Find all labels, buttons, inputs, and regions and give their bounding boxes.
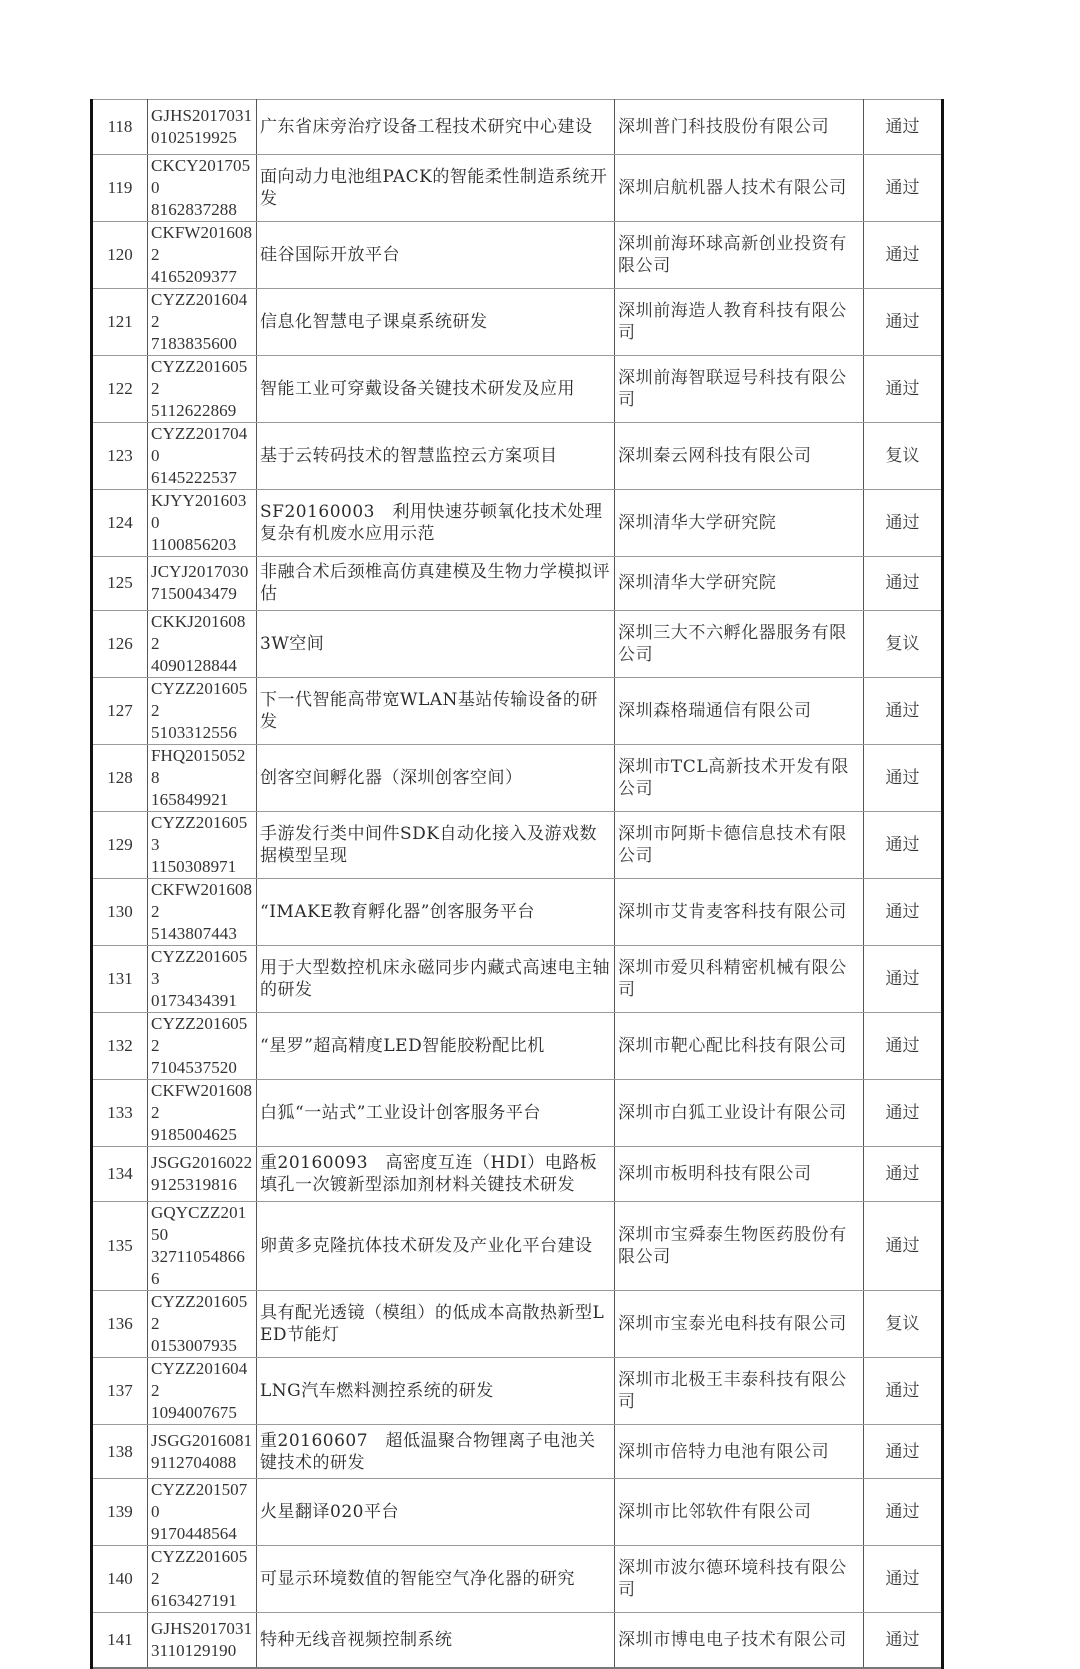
project-code-line: GQYCZZ20150 — [151, 1202, 247, 1244]
project-code — [148, 812, 257, 879]
review-result: 复议 — [864, 611, 943, 678]
row-number: 131 — [92, 946, 148, 1013]
project-code-line: GJHS2017031 — [151, 105, 253, 125]
project-code — [148, 1290, 257, 1357]
row-number: 121 — [92, 288, 148, 355]
table-row — [92, 946, 943, 1013]
project-code-line: CYZZ2016042 — [151, 1358, 248, 1400]
company-name: 深圳前海造人教育科技有限公司 — [615, 288, 864, 355]
table-row — [92, 879, 943, 946]
table-row — [92, 355, 943, 422]
project-code-line: 165849921 — [151, 790, 229, 810]
company-name: 深圳市艾肯麦客科技有限公司 — [615, 879, 864, 946]
table-row — [92, 678, 943, 745]
project-name: 非融合术后颈椎高仿真建模及生物力学模拟评估 — [257, 556, 615, 611]
company-name: 深圳启航机器人技术有限公司 — [615, 154, 864, 221]
project-code — [148, 1613, 257, 1668]
row-number: 118 — [92, 100, 148, 155]
review-result: 通过 — [864, 154, 943, 221]
project-code-line: CYZZ2017040 — [151, 423, 248, 465]
project-code-line: 0102519925 — [151, 127, 237, 147]
row-number: 125 — [92, 556, 148, 611]
project-name: LNG汽车燃料测控系统的研发 — [257, 1357, 615, 1424]
project-code-line: CYZZ2016052 — [151, 1547, 248, 1589]
review-result: 通过 — [864, 1201, 943, 1290]
row-number: 119 — [92, 154, 148, 221]
project-code-line: 7183835600 — [151, 333, 237, 353]
row-number: 124 — [92, 489, 148, 556]
project-code-line: 6163427191 — [151, 1591, 237, 1611]
review-result: 复议 — [864, 1290, 943, 1357]
table-row — [92, 154, 943, 221]
project-code — [148, 745, 257, 812]
table-row — [92, 288, 943, 355]
review-result: 通过 — [864, 221, 943, 288]
table-row — [92, 1613, 943, 1668]
project-code — [148, 355, 257, 422]
review-result: 通过 — [864, 489, 943, 556]
project-code-line: 1150308971 — [151, 857, 237, 877]
table-row — [92, 1424, 943, 1479]
review-result: 通过 — [864, 1080, 943, 1147]
company-name: 深圳前海环球高新创业投资有限公司 — [615, 221, 864, 288]
project-code-line: CYZZ2016052 — [151, 1014, 248, 1056]
review-result: 通过 — [864, 678, 943, 745]
row-number: 139 — [92, 1479, 148, 1546]
project-code — [148, 1424, 257, 1479]
review-result: 通过 — [864, 1613, 943, 1668]
company-name: 深圳市板明科技有限公司 — [615, 1147, 864, 1202]
project-name: 手游发行类中间件SDK自动化接入及游戏数据模型呈现 — [257, 812, 615, 879]
row-number: 127 — [92, 678, 148, 745]
review-result: 通过 — [864, 745, 943, 812]
company-name: 深圳市博电电子技术有限公司 — [615, 1613, 864, 1668]
table-row — [92, 812, 943, 879]
project-code-line: 9112704088 — [151, 1452, 237, 1472]
project-code-line: CYZZ2015070 — [151, 1480, 248, 1522]
table-body — [92, 100, 943, 1668]
table-row — [92, 422, 943, 489]
row-number: 129 — [92, 812, 148, 879]
project-code-line: 1100856203 — [151, 534, 237, 554]
row-number: 133 — [92, 1080, 148, 1147]
project-code-line: CYZZ2016052 — [151, 1291, 248, 1333]
project-code-line: 5112622869 — [151, 400, 237, 420]
row-number: 134 — [92, 1147, 148, 1202]
row-number: 135 — [92, 1201, 148, 1290]
project-code-line: KJYY2016030 — [151, 490, 247, 532]
row-number: 128 — [92, 745, 148, 812]
company-name: 深圳市白狐工业设计有限公司 — [615, 1080, 864, 1147]
project-code-line: CKCY2017050 — [151, 155, 251, 197]
project-code-line: 0153007935 — [151, 1335, 237, 1355]
project-name: SF20160003 利用快速芬顿氧化技术处理复杂有机废水应用示范 — [257, 489, 615, 556]
project-code-line: 7104537520 — [151, 1058, 237, 1078]
row-number: 136 — [92, 1290, 148, 1357]
project-code-line: CYZZ2016052 — [151, 679, 248, 721]
review-result: 通过 — [864, 946, 943, 1013]
row-number: 141 — [92, 1613, 148, 1668]
review-result: 通过 — [864, 1424, 943, 1479]
project-name: 重20160607 超低温聚合物锂离子电池关键技术的研发 — [257, 1424, 615, 1479]
project-name: 广东省床旁治疗设备工程技术研究中心建设 — [257, 100, 615, 155]
row-number: 130 — [92, 879, 148, 946]
project-code-line: CKFW2016082 — [151, 1081, 253, 1123]
project-code-line: 32711054866 — [151, 1246, 245, 1266]
review-result: 通过 — [864, 288, 943, 355]
project-code-line: 5143807443 — [151, 924, 237, 944]
project-code — [148, 1013, 257, 1080]
company-name: 深圳市宝泰光电科技有限公司 — [615, 1290, 864, 1357]
row-number: 123 — [92, 422, 148, 489]
project-code — [148, 556, 257, 611]
project-code — [148, 611, 257, 678]
project-code — [148, 1546, 257, 1613]
project-code-line: CKFW2016082 — [151, 222, 253, 264]
row-number: 140 — [92, 1546, 148, 1613]
project-name: 具有配光透镜（模组）的低成本高散热新型LED节能灯 — [257, 1290, 615, 1357]
project-name: 白狐“一站式”工业设计创客服务平台 — [257, 1080, 615, 1147]
company-name: 深圳市TCL高新技术开发有限公司 — [615, 745, 864, 812]
project-code-line: 1094007675 — [151, 1402, 237, 1422]
company-name: 深圳市北极王丰泰科技有限公司 — [615, 1357, 864, 1424]
company-name: 深圳市靶心配比科技有限公司 — [615, 1013, 864, 1080]
row-number: 120 — [92, 221, 148, 288]
row-number: 132 — [92, 1013, 148, 1080]
project-code-line: CYZZ2016053 — [151, 813, 248, 855]
table-row — [92, 1013, 943, 1080]
project-code-line: CYZZ2016042 — [151, 289, 248, 331]
table-row — [92, 1546, 943, 1613]
review-result: 通过 — [864, 1147, 943, 1202]
review-result: 通过 — [864, 355, 943, 422]
review-result: 通过 — [864, 1013, 943, 1080]
company-name: 深圳清华大学研究院 — [615, 556, 864, 611]
company-name: 深圳市宝舜泰生物医药股份有限公司 — [615, 1201, 864, 1290]
table-row — [92, 745, 943, 812]
project-code — [148, 422, 257, 489]
company-name: 深圳清华大学研究院 — [615, 489, 864, 556]
review-result: 通过 — [864, 879, 943, 946]
project-code-line: 8162837288 — [151, 199, 237, 219]
project-code-line: JSGG2016081 — [151, 1430, 253, 1450]
table-row — [92, 1357, 943, 1424]
project-name: 卵黄多克隆抗体技术研发及产业化平台建设 — [257, 1201, 615, 1290]
project-code — [148, 1147, 257, 1202]
project-code-line: CYZZ2016052 — [151, 356, 248, 398]
project-name: 硅谷国际开放平台 — [257, 221, 615, 288]
row-number: 122 — [92, 355, 148, 422]
company-name: 深圳市阿斯卡德信息技术有限公司 — [615, 812, 864, 879]
table-row — [92, 1080, 943, 1147]
project-code-line: 4165209377 — [151, 266, 237, 286]
project-code-line: 7150043479 — [151, 584, 237, 604]
table-row — [92, 1290, 943, 1357]
table-row — [92, 100, 943, 155]
table-row — [92, 221, 943, 288]
project-review-table — [90, 99, 944, 1669]
company-name: 深圳市波尔德环境科技有限公司 — [615, 1546, 864, 1613]
table-row — [92, 556, 943, 611]
project-code-line: CYZZ2016053 — [151, 947, 248, 989]
project-name: “IMAKE教育孵化器”创客服务平台 — [257, 879, 615, 946]
project-code-line: 0173434391 — [151, 991, 237, 1011]
company-name: 深圳市比邻软件有限公司 — [615, 1479, 864, 1546]
company-name: 深圳秦云网科技有限公司 — [615, 422, 864, 489]
company-name: 深圳前海智联逗号科技有限公司 — [615, 355, 864, 422]
project-code — [148, 489, 257, 556]
project-code-line: 5103312556 — [151, 723, 237, 743]
project-code-line: 9170448564 — [151, 1524, 237, 1544]
project-code-line: CKKJ2016082 — [151, 612, 246, 654]
project-name: 基于云转码技术的智慧监控云方案项目 — [257, 422, 615, 489]
project-name: 面向动力电池组PACK的智能柔性制造系统开发 — [257, 154, 615, 221]
review-result: 复议 — [864, 422, 943, 489]
company-name: 深圳市倍特力电池有限公司 — [615, 1424, 864, 1479]
project-code — [148, 1479, 257, 1546]
company-name: 深圳三大不六孵化器服务有限公司 — [615, 611, 864, 678]
project-code — [148, 1080, 257, 1147]
project-code — [148, 288, 257, 355]
project-name: 智能工业可穿戴设备关键技术研发及应用 — [257, 355, 615, 422]
table-row — [92, 489, 943, 556]
row-number: 126 — [92, 611, 148, 678]
project-code — [148, 154, 257, 221]
project-name: 创客空间孵化器（深圳创客空间） — [257, 745, 615, 812]
project-name: 可显示环境数值的智能空气净化器的研究 — [257, 1546, 615, 1613]
project-code-line: CKFW2016082 — [151, 880, 253, 922]
row-number: 138 — [92, 1424, 148, 1479]
project-code-line: JCYJ2017030 — [151, 562, 249, 582]
project-code-line: FHQ20150528 — [151, 746, 246, 788]
project-code — [148, 879, 257, 946]
review-result: 通过 — [864, 812, 943, 879]
table-row — [92, 1147, 943, 1202]
project-name: 重20160093 高密度互连（HDI）电路板填孔一次镀新型添加剂材料关键技术研发 — [257, 1147, 615, 1202]
project-code-line: GJHS2017031 — [151, 1619, 253, 1639]
company-name: 深圳普门科技股份有限公司 — [615, 100, 864, 155]
project-code — [148, 1201, 257, 1290]
row-number: 137 — [92, 1357, 148, 1424]
project-code-line: 3110129190 — [151, 1641, 237, 1661]
review-result: 通过 — [864, 100, 943, 155]
review-result: 通过 — [864, 1357, 943, 1424]
project-code — [148, 1357, 257, 1424]
review-result: 通过 — [864, 556, 943, 611]
project-code-line: 9185004625 — [151, 1125, 237, 1145]
company-name: 深圳森格瑞通信有限公司 — [615, 678, 864, 745]
project-code — [148, 946, 257, 1013]
project-name: 用于大型数控机床永磁同步内藏式高速电主轴的研发 — [257, 946, 615, 1013]
table-row — [92, 611, 943, 678]
project-code-line: JSGG2016022 — [151, 1152, 253, 1172]
project-code — [148, 678, 257, 745]
review-result: 通过 — [864, 1479, 943, 1546]
table-row — [92, 1201, 943, 1290]
project-code — [148, 221, 257, 288]
project-code-line: 6145222537 — [151, 467, 237, 487]
project-code-line: 9125319816 — [151, 1174, 237, 1194]
review-result: 通过 — [864, 1546, 943, 1613]
company-name: 深圳市爱贝科精密机械有限公司 — [615, 946, 864, 1013]
project-name: 火星翻译020平台 — [257, 1479, 615, 1546]
project-name: 特种无线音视频控制系统 — [257, 1613, 615, 1668]
project-name: 信息化智慧电子课桌系统研发 — [257, 288, 615, 355]
project-code — [148, 100, 257, 155]
project-name: 3W空间 — [257, 611, 615, 678]
project-code-line: 6 — [151, 1268, 160, 1288]
project-code-line: 4090128844 — [151, 656, 237, 676]
project-name: “星罗”超高精度LED智能胶粉配比机 — [257, 1013, 615, 1080]
project-name: 下一代智能高带宽WLAN基站传输设备的研发 — [257, 678, 615, 745]
table-row — [92, 1479, 943, 1546]
